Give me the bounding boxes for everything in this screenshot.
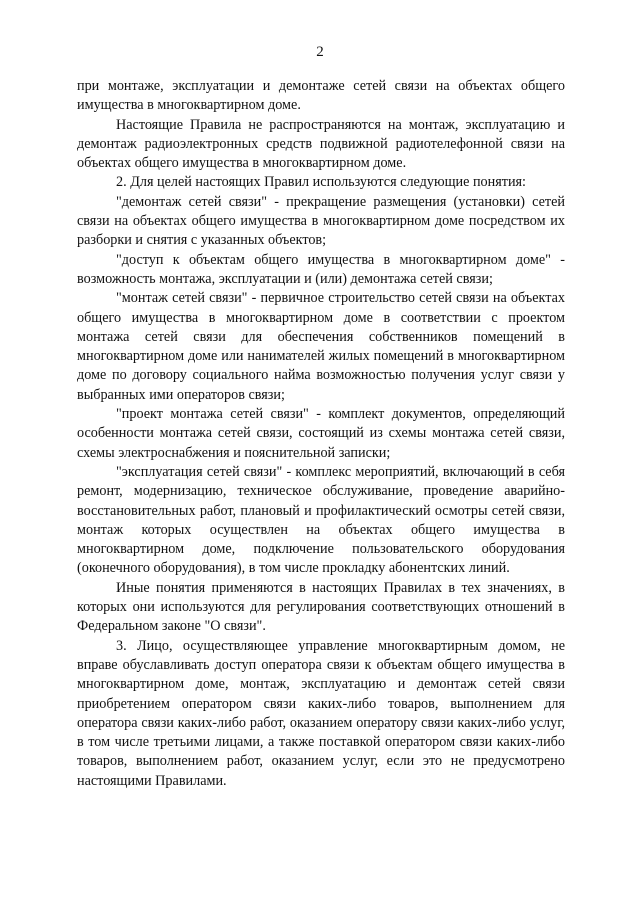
definition-access: "доступ к объектам общего имущества в многоквартирном доме" - возможность монтажа, эксплуатации и (или) демонтажа сетей связи;: [77, 251, 565, 287]
paragraph-continuation: при монтаже, эксплуатации и демонтаже сетей связи на объектах общего имущества в многоквартирном доме.: [77, 78, 565, 114]
paragraph-other-terms: Иные понятия применяются в настоящих Правилах в тех значениях, в которых они используются для регулирования соответствующих отношений в Федеральном законе "О связи".: [77, 579, 565, 635]
document-body: [77, 77, 565, 791]
paragraph-definitions-intro: 2. Для целей настоящих Правил используются следующие понятия:: [116, 174, 527, 191]
paragraph-clause-3: 3. Лицо, осуществляющее управление многоквартирным домом, не вправе обуславливать доступ оператора связи к объектам общего имущества в многоквартирном доме, монтаж, эксплуатацию и демонтаж сетей связи приобретением оператором связи каких-либо товаров, выполнением для оператора связи каких-либо работ, оказанием оператору связи каких-либо услуг, в том числе третьими лицами, а также поставкой оператором связи каких-либо товаров, выполнением работ, оказанием услуг, если это не предусмотрено настоящими Правилами.: [77, 637, 565, 789]
definition-installation: "монтаж сетей связи" - первичное строительство сетей связи на объектах общего имущества в многоквартирном доме в соответствии с проектом монтажа сетей связи для обеспечения собственников помещений в многоквартирном доме или нанимателей жилых помещений в многоквартирном доме по договору социального найма возможностью получения услуг связи у выбранных ими операторов связи;: [77, 290, 565, 403]
definition-dismantling: "демонтаж сетей связи" - прекращение размещения (установки) сетей связи на объектах общего имущества в многоквартирном доме посредством их разборки и снятия с указанных объектов;: [77, 193, 565, 249]
paragraph-scope-exclusion: Настоящие Правила не распространяются на монтаж, эксплуатацию и демонтаж радиоэлектронных средств подвижной радиотелефонной связи на объектах общего имущества в многоквартирном доме.: [77, 116, 565, 172]
definition-operation: "эксплуатация сетей связи" - комплекс мероприятий, включающий в себя ремонт, модернизацию, техническое обслуживание, проведение аварийно-восстановительных работ, плановый и профилактический осмотры сетей связи, монтаж которых осуществлен на объектах общего имущества в многоквартирном доме, подключение пользовательского оборудования (оконечного оборудования), в том числе прокладку абонентских линий.: [77, 463, 565, 577]
page-number: 2: [316, 44, 324, 60]
definition-installation-project: "проект монтажа сетей связи" - комплект документов, определяющий особенности монтажа сетей связи, состоящий из схемы монтажа сетей связи, схемы электроснабжения и пояснительной записки;: [77, 406, 565, 461]
